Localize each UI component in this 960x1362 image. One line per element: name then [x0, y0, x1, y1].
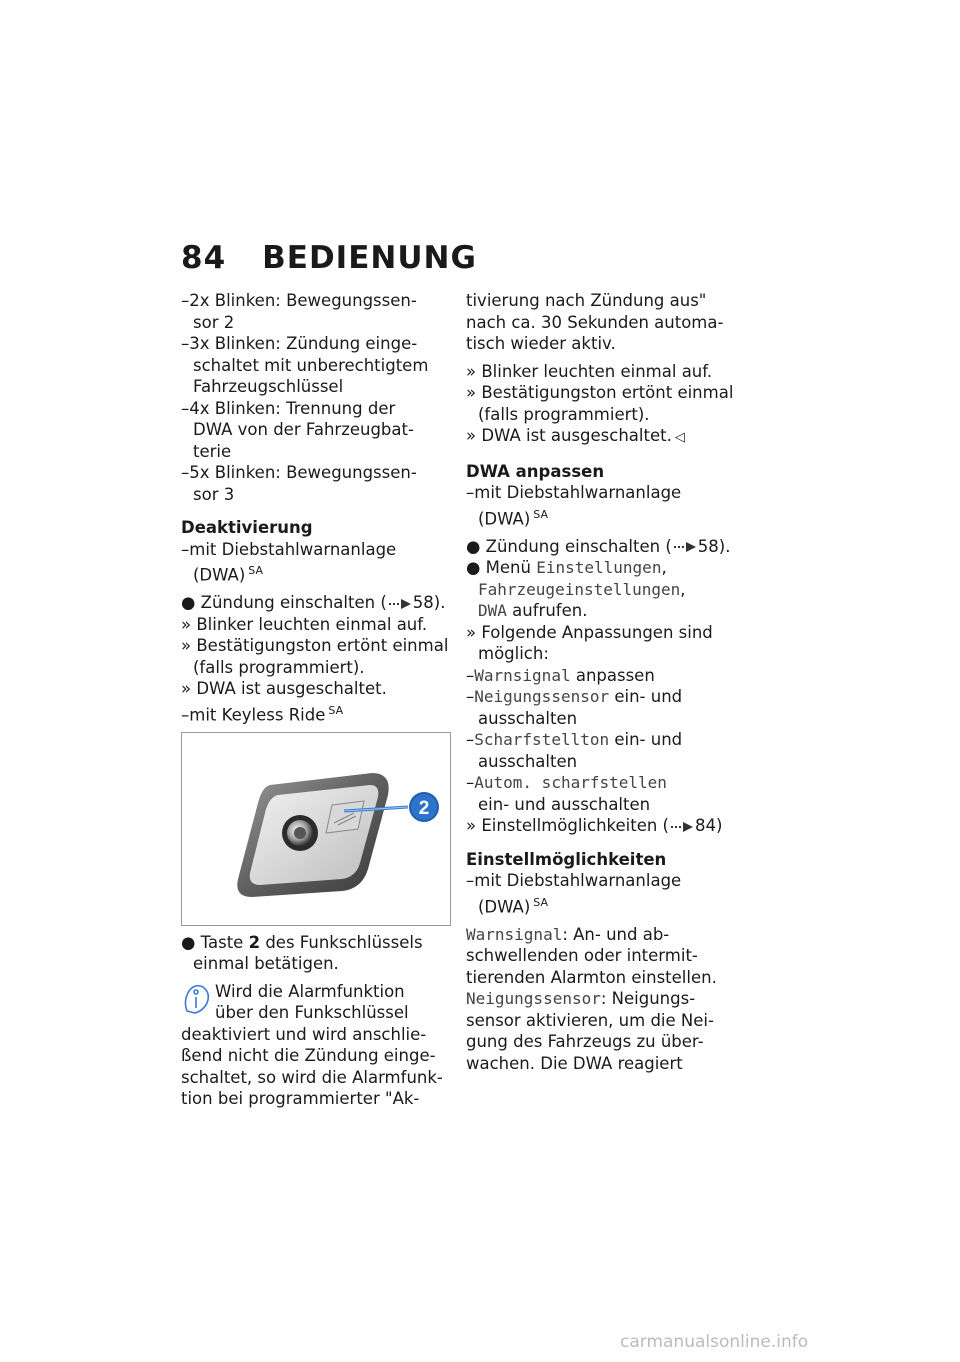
blink-item: –2x Blinken: Bewegungssen-	[181, 291, 417, 310]
result-dwa-off: » DWA ist ausgeschaltet.	[181, 679, 387, 698]
settings-heading: Einstellmöglichkeiten	[466, 849, 667, 869]
blink-item: terie	[193, 441, 232, 461]
blink-item: –4x Blinken: Trennung der	[181, 398, 396, 418]
page-header	[181, 240, 477, 276]
step-ignition-on: ● Zündung einschalten ( 58).	[466, 536, 731, 556]
condition-keyless: –mit Keyless Ride $^{SA}$	[181, 703, 344, 724]
sa-mark: SA	[533, 507, 548, 521]
right-column: tivierung nach Zündung aus" nach ca. 30 Sekunden automa- tisch wieder aktiv. » Blinker leuchten einmal auf. » Bestätigungston ertönt einmal (falls programmiert). » DWA ist ausgeschaltet. ◁ DWA anpassen –mit Diebstahlwarnanlage (DWA) $^{SA}$ ● Zündung einschalten ( 58). ● Menü Einstellungen, Fahrzeugeinstellungen, DWA aufrufen. » Folgende Anpassungen sind möglich: –Warnsignal anpassen –Neigungssensor ein- und ausschalten –Scharfstellton ein- und ausschalten –Autom. scharfstellen ein- und ausschalten » Einstellmöglichkeiten ( 84) Einstellmöglichkeiten –mit Diebstahlwarnanlage (DWA) $^{SA}$ Warnsignal: An- und ab- schwellenden oder intermit- tierenden Alarmton einstellen. Neigungssensor: Neigungs- sensor aktivieren, um die Nei- gung des Fahrzeugs zu über- wachen. Die DWA reagiert	[466, 290, 741, 1074]
result-adapt-cont: möglich:	[478, 644, 549, 663]
condition-dwa: –mit Diebstahlwarnanlage	[466, 871, 682, 890]
condition-dwa: –mit Diebstahlwarnanlage	[181, 539, 397, 559]
option-neigungssensor: –Neigungssensor ein- und	[466, 687, 683, 706]
result-blink: » Blinker leuchten einmal auf.	[181, 614, 428, 634]
continued-text: tivierung nach Zündung aus"	[466, 291, 707, 310]
section-title: BEDIENUNG	[262, 240, 477, 276]
page-number: 84	[181, 240, 227, 276]
info-note: Wird die Alarmfunktion über den Funkschlüssel deaktiviert und wird anschlie- ßend nicht die Zündung einge- schaltet, so wird die Alarmfunk- tion bei programmierter "Ak-	[181, 981, 443, 1108]
step-menu-path: Fahrzeugeinstellungen,	[478, 579, 686, 599]
option-warnsignal: –Warnsignal anpassen	[466, 665, 655, 685]
left-column	[181, 290, 451, 1110]
option-autom-scharfstellen: –Autom. scharfstellen	[466, 773, 667, 792]
watermark: carmanualsonline.info	[620, 1332, 809, 1352]
sa-mark: SA	[328, 703, 344, 717]
adapt-heading: DWA anpassen	[466, 461, 605, 481]
key-fob-figure	[181, 732, 451, 926]
sa-mark: SA	[248, 564, 263, 577]
condition-dwa-abbr: (DWA) $^{SA}$	[193, 564, 263, 585]
result-tone-cont: (falls programmiert).	[193, 657, 365, 677]
key-fob-illustration	[182, 733, 450, 925]
blink-item: –5x Blinken: Bewegungssen-	[181, 463, 417, 482]
blink-item: Fahrzeugschlüssel	[193, 377, 344, 396]
blink-item: schaltet mit unberechtigtem	[193, 355, 429, 375]
blink-item: –3x Blinken: Zündung einge-	[181, 334, 418, 353]
step-menu: ● Menü Einstellungen,	[466, 558, 667, 577]
step-ignition-on: ● Zündung einschalten ( 58).	[181, 593, 446, 612]
result-tone-cont: (falls programmiert).	[478, 404, 650, 424]
page-reference-arrow-icon	[674, 542, 696, 552]
result-blink: » Blinker leuchten einmal auf.	[466, 361, 713, 381]
option-scharfstellton: –Scharfstellton ein- und	[466, 730, 683, 749]
end-triangle-icon: ◁	[674, 430, 685, 445]
deactivation-heading: Deaktivierung	[181, 518, 313, 537]
blink-item: sor 2	[193, 312, 235, 332]
blink-list	[181, 290, 451, 505]
result-dwa-off: » DWA ist ausgeschaltet. ◁	[466, 425, 741, 449]
result-tone: » Bestätigungston ertönt einmal	[181, 636, 449, 655]
warnsignal-description: Warnsignal: An- und ab-	[466, 924, 670, 944]
condition-dwa: –mit Diebstahlwarnanlage	[466, 483, 682, 502]
blink-item: sor 3	[193, 484, 235, 504]
sa-mark: SA	[533, 895, 548, 909]
step-press-button-cont: einmal betätigen.	[193, 954, 339, 973]
step-press-button: ● Taste 2 des Funkschlüssels	[181, 932, 423, 952]
result-tone: » Bestätigungston ertönt einmal	[466, 383, 734, 402]
page-reference-arrow-icon	[671, 822, 693, 832]
step-menu-path: DWA aufrufen.	[478, 601, 588, 620]
neigungssensor-description: Neigungssensor: Neigungs-	[466, 989, 696, 1008]
continued-text: tisch wieder aktiv.	[466, 334, 616, 353]
page-reference-arrow-icon	[389, 599, 411, 609]
settings-reference: » Einstellmöglichkeiten ( 84)	[466, 816, 723, 835]
callout-number: 2	[418, 797, 430, 819]
blink-item: DWA von der Fahrzeugbat-	[193, 420, 414, 439]
result-adapt: » Folgende Anpassungen sind	[466, 622, 713, 642]
condition-dwa-abbr: (DWA) $^{SA}$	[478, 507, 548, 528]
continued-text: nach ca. 30 Sekunden automa-	[466, 312, 724, 332]
condition-dwa-abbr: (DWA) $^{SA}$	[478, 895, 548, 916]
